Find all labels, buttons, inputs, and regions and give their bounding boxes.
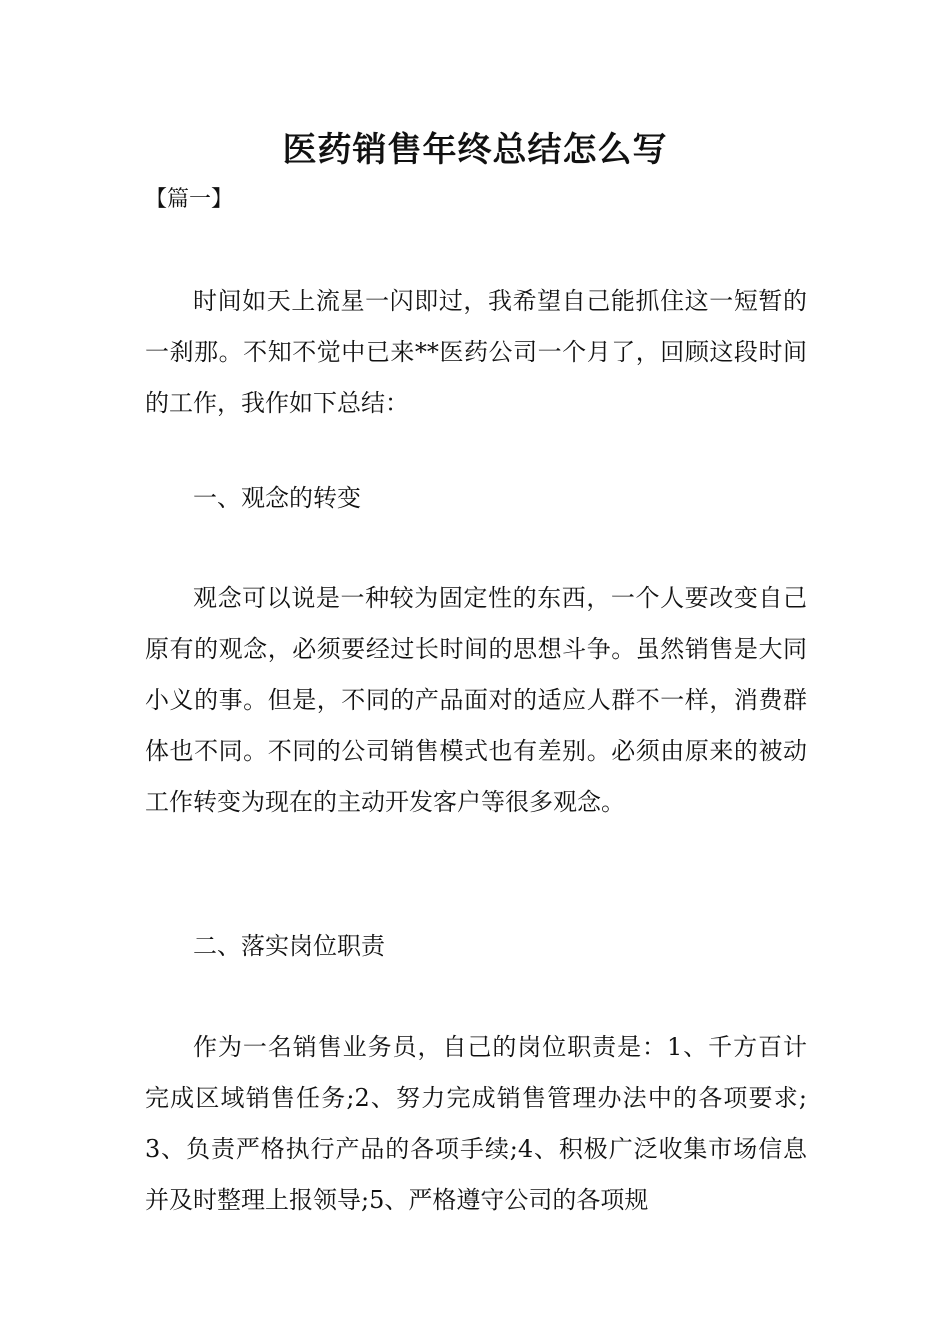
heading-concept-change: 一、观念的转变: [193, 484, 361, 512]
document-title: 医药销售年终总结怎么写: [282, 130, 668, 170]
paragraph-intro: 时间如天上流星一闪即过，我希望自己能抓住这一短暂的一刹那。不知不觉中已来**医药公司一个月了，回顾这段时间的工作，我作如下总结：: [145, 287, 807, 417]
paragraph-job-duties: 作为一名销售业务员，自己的岗位职责是：1、千方百计完成区域销售任务;2、努力完成销售管理办法中的各项要求;3、负责严格执行产品的各项手续;4、积极广泛收集市场信息并及时整理上报领导;5、严格遵守公司的各项规: [145, 1033, 807, 1214]
paragraph-concept-change: 观念可以说是一种较为固定性的东西，一个人要改变自己原有的观念，必须要经过长时间的思想斗争。虽然销售是大同小义的事。但是，不同的产品面对的适应人群不一样，消费群体也不同。不同的公司销售模式也有差别。必须由原来的被动工作转变为现在的主动开发客户等很多观念。: [145, 584, 807, 816]
heading-job-duties: 二、落实岗位职责: [193, 932, 385, 960]
section-tag: 【篇一】: [145, 187, 234, 212]
